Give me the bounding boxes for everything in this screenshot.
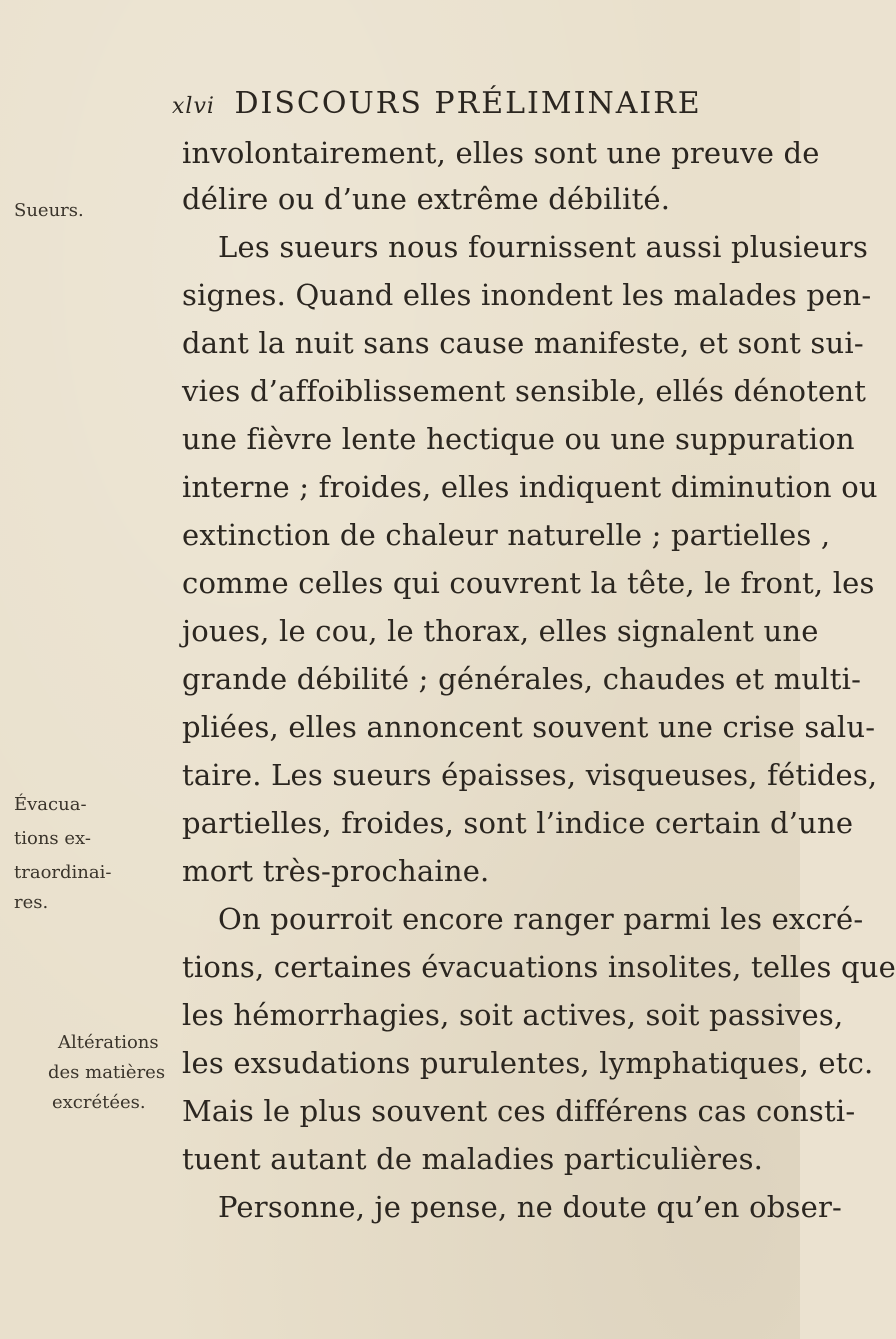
- text-line: délire ou d’une extrême débilité.: [182, 182, 671, 216]
- text-line: vies d’affoiblissement sensible, ellés dénotent: [182, 374, 867, 408]
- text-line: les hémorrhagies, soit actives, soit passives,: [182, 998, 844, 1032]
- margin-note-alterations-1: Altérations: [58, 1032, 159, 1053]
- text-line: tions, certaines évacuations insolites, telles que: [182, 950, 896, 984]
- text-line: une fièvre lente hectique ou une suppuration: [182, 422, 855, 456]
- margin-note-evacuations-1: Évacua-: [14, 794, 87, 815]
- margin-note-sueurs: Sueurs.: [14, 200, 84, 221]
- text-line: interne ; froides, elles indiquent diminution ou: [182, 470, 878, 504]
- text-line: On pourroit encore ranger parmi les excré-: [218, 902, 864, 936]
- page-folio: xlvi: [172, 94, 215, 119]
- text-line: Mais le plus souvent ces différens cas consti-: [182, 1094, 856, 1128]
- text-line: signes. Quand elles inondent les malades pen-: [182, 278, 872, 312]
- margin-note-evacuations-3: traordinai-: [14, 862, 112, 883]
- text-line: grande débilité ; générales, chaudes et multi-: [182, 662, 862, 696]
- text-line: partielles, froides, sont l’indice certain d’une: [182, 806, 854, 840]
- text-line: joues, le cou, le thorax, elles signalent une: [182, 614, 819, 648]
- running-head-title: DISCOURS PRÉLIMINAIRE: [234, 86, 702, 121]
- margin-note-evacuations-4: res.: [14, 892, 49, 913]
- text-line: mort très-prochaine.: [182, 854, 490, 888]
- margin-note-alterations-3: excrétées.: [52, 1092, 146, 1113]
- text-line: involontairement, elles sont une preuve de: [182, 136, 820, 170]
- text-line: Les sueurs nous fournissent aussi plusieurs: [218, 230, 869, 264]
- text-line: dant la nuit sans cause manifeste, et sont sui-: [182, 326, 864, 360]
- text-line: tuent autant de maladies particulières.: [182, 1142, 764, 1176]
- running-head: [172, 86, 772, 121]
- text-line: les exsudations purulentes, lymphatiques, etc.: [182, 1046, 874, 1080]
- margin-note-evacuations-2: tions ex-: [14, 828, 91, 849]
- text-line: pliées, elles annoncent souvent une crise salu-: [182, 710, 876, 744]
- margin-note-alterations-2: des matières: [48, 1062, 166, 1083]
- text-line: comme celles qui couvrent la tête, le front, les: [182, 566, 875, 600]
- text-line: extinction de chaleur naturelle ; partielles ,: [182, 518, 831, 552]
- text-line: Personne, je pense, ne doute qu’en obser-: [218, 1190, 843, 1224]
- text-line: taire. Les sueurs épaisses, visqueuses, fétides,: [182, 758, 878, 792]
